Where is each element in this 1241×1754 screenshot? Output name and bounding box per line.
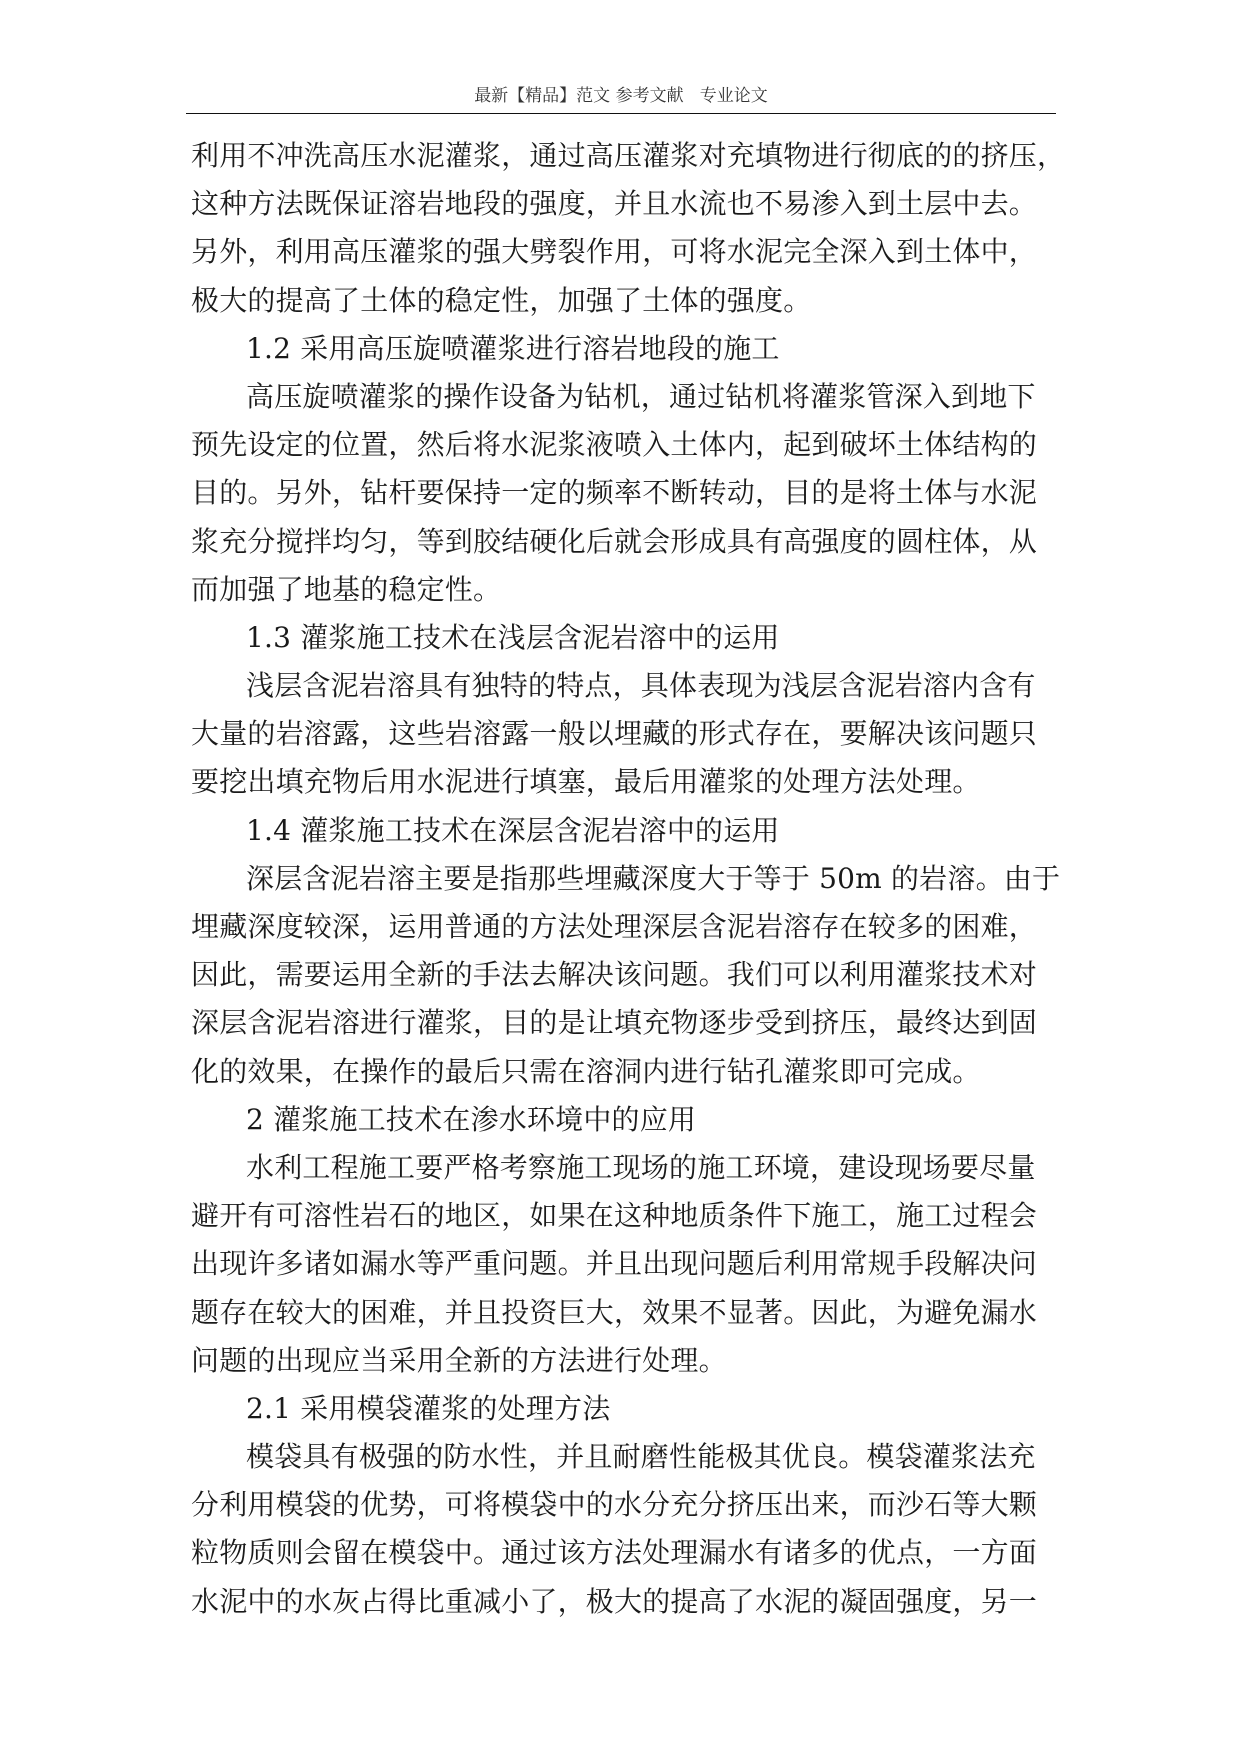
text-line: 这种方法既保证溶岩地段的强度，并且水流也不易渗入到土层中去。 — [191, 187, 1038, 221]
text-line: 要挖出填充物后用水泥进行填塞，最后用灌浆的处理方法处理。 — [191, 765, 981, 799]
body-text — [191, 132, 1066, 1626]
text-line: 因此，需要运用全新的手法去解决该问题。我们可以利用灌浆技术对 — [191, 958, 1038, 992]
header-rule — [186, 113, 1056, 114]
text-line: 浅层含泥岩溶具有独特的特点，具体表现为浅层含泥岩溶内含有 — [246, 669, 1036, 703]
text-line: 模袋具有极强的防水性，并且耐磨性能极其优良。模袋灌浆法充 — [246, 1440, 1036, 1474]
text-line: 水利工程施工要严格考察施工现场的施工环境，建设现场要尽量 — [246, 1150, 1036, 1184]
text-line: 预先设定的位置，然后将水泥浆液喷入土体内，起到破坏土体结构的 — [191, 428, 1038, 462]
text-line: 极大的提高了土体的稳定性，加强了土体的强度。 — [191, 283, 812, 317]
text-line: 避开有可溶性岩石的地区，如果在这种地质条件下施工，施工过程会 — [191, 1199, 1038, 1233]
text-line: 分利用模袋的优势，可将模袋中的水分充分挤压出来，而沙石等大颗 — [191, 1488, 1038, 1522]
section-heading: 2 灌浆施工技术在渗水环境中的应用 — [246, 1102, 697, 1136]
section-heading: 2.1 采用模袋灌浆的处理方法 — [246, 1391, 611, 1425]
text-line: 出现许多诸如漏水等严重问题。并且出现问题后利用常规手段解决问 — [191, 1247, 1038, 1281]
page-header: 最新【精品】范文 参考文献 专业论文 — [474, 86, 768, 106]
text-line: 高压旋喷灌浆的操作设备为钻机，通过钻机将灌浆管深入到地下 — [246, 379, 1036, 413]
text-line: 粒物质则会留在模袋中。通过该方法处理漏水有诸多的优点，一方面 — [191, 1536, 1038, 1570]
text-line: 利用不冲洗高压水泥灌浆，通过高压灌浆对充填物进行彻底的的挤压， — [191, 139, 1066, 172]
section-heading: 1.4 灌浆施工技术在深层含泥岩溶中的运用 — [246, 813, 780, 847]
text-line: 深层含泥岩溶进行灌浆，目的是让填充物逐步受到挤压，最终达到固 — [191, 1006, 1038, 1040]
text-line: 大量的岩溶露，这些岩溶露一般以埋藏的形式存在，要解决该问题只 — [191, 717, 1038, 751]
text-line: 另外，利用高压灌浆的强大劈裂作用，可将水泥完全深入到土体中， — [191, 235, 1038, 269]
text-line: 问题的出现应当采用全新的方法进行处理。 — [191, 1343, 727, 1377]
section-heading: 1.3 灌浆施工技术在浅层含泥岩溶中的运用 — [246, 620, 780, 654]
text-line: 水泥中的水灰占得比重减小了，极大的提高了水泥的凝固强度，另一 — [191, 1584, 1038, 1618]
section-heading: 1.2 采用高压旋喷灌浆进行溶岩地段的施工 — [246, 331, 780, 365]
text-line: 而加强了地基的稳定性。 — [191, 572, 502, 606]
text-line: 题存在较大的困难，并且投资巨大，效果不显著。因此，为避免漏水 — [191, 1295, 1038, 1329]
text-line: 埋藏深度较深，运用普通的方法处理深层含泥岩溶存在较多的困难， — [191, 910, 1038, 943]
text-line: 化的效果，在操作的最后只需在溶洞内进行钻孔灌浆即可完成。 — [191, 1054, 981, 1088]
text-line: 浆充分搅拌均匀，等到胶结硬化后就会形成具有高强度的圆柱体，从 — [191, 524, 1038, 558]
text-line: 目的。另外，钻杆要保持一定的频率不断转动，目的是将土体与水泥 — [191, 476, 1038, 510]
text-line: 深层含泥岩溶主要是指那些埋藏深度大于等于 50m 的岩溶。由于 — [246, 861, 1061, 895]
